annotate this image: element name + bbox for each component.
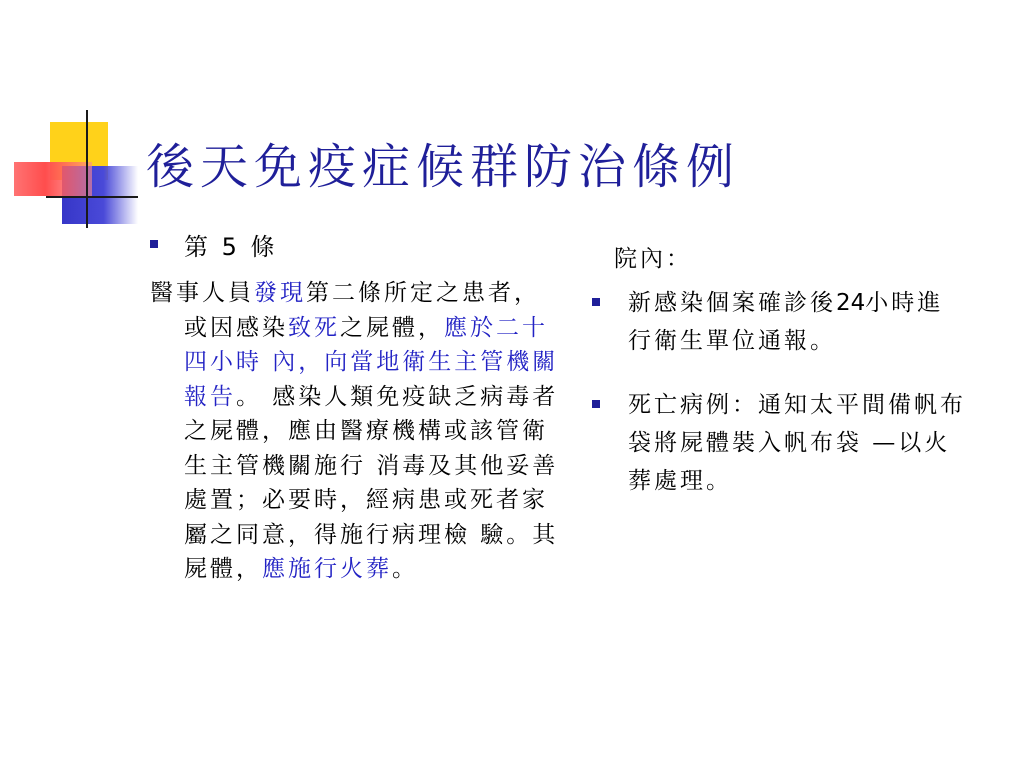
article-prefix: 第: [184, 233, 222, 261]
body-text-4: 。 感染人類免疫缺乏病毒者之屍體，應由醫療機構或該管衛生主管機關施行 消毒及其他妥善處置；必要時，經病患或死者家屬之同意，得施行病理檢 驗。其屍體，: [184, 383, 559, 582]
bullet-square-icon: [150, 240, 158, 248]
in-hospital-heading: 院內：: [614, 246, 692, 272]
item1-text-a: 新感染個案確診後: [628, 290, 836, 316]
article-number: 5: [221, 233, 240, 261]
list-item: [592, 284, 968, 360]
highlight-discover: 發現: [254, 280, 306, 306]
item1-text-b: 小時進行衛生單位通報。: [628, 290, 944, 354]
highlight-report: 應於二十四小時 內，向當地衛生主管機關報告: [184, 314, 559, 410]
list-item: [592, 386, 968, 500]
logo-vertical-line: [86, 110, 88, 228]
logo-horizontal-line: [46, 196, 138, 198]
right-column: [592, 240, 992, 500]
body-text-1: 醫事人員: [150, 280, 254, 306]
body-text-3: 之屍體，: [340, 314, 444, 341]
article-suffix: 條: [239, 233, 278, 261]
item1-number: 24: [836, 290, 866, 316]
body-text-2: 第二條所定之患者，或因感染: [184, 280, 540, 341]
bullet-square-icon: [592, 400, 600, 408]
item2-text: 死亡病例：通知太平間備帆布袋將屍體裝入帆布袋 —以火葬處理。: [628, 392, 966, 494]
article-heading: [150, 228, 560, 266]
article-body: [150, 276, 560, 587]
highlight-death: 致死: [288, 314, 340, 341]
highlight-cremation: 應施行火葬: [262, 556, 392, 582]
logo-red-bar: [14, 162, 92, 196]
left-column: [150, 228, 560, 587]
body-text-5: 。: [392, 556, 418, 582]
slide-title: 後天免疫症候群防治條例: [146, 139, 741, 195]
bullet-square-icon: [592, 298, 600, 306]
